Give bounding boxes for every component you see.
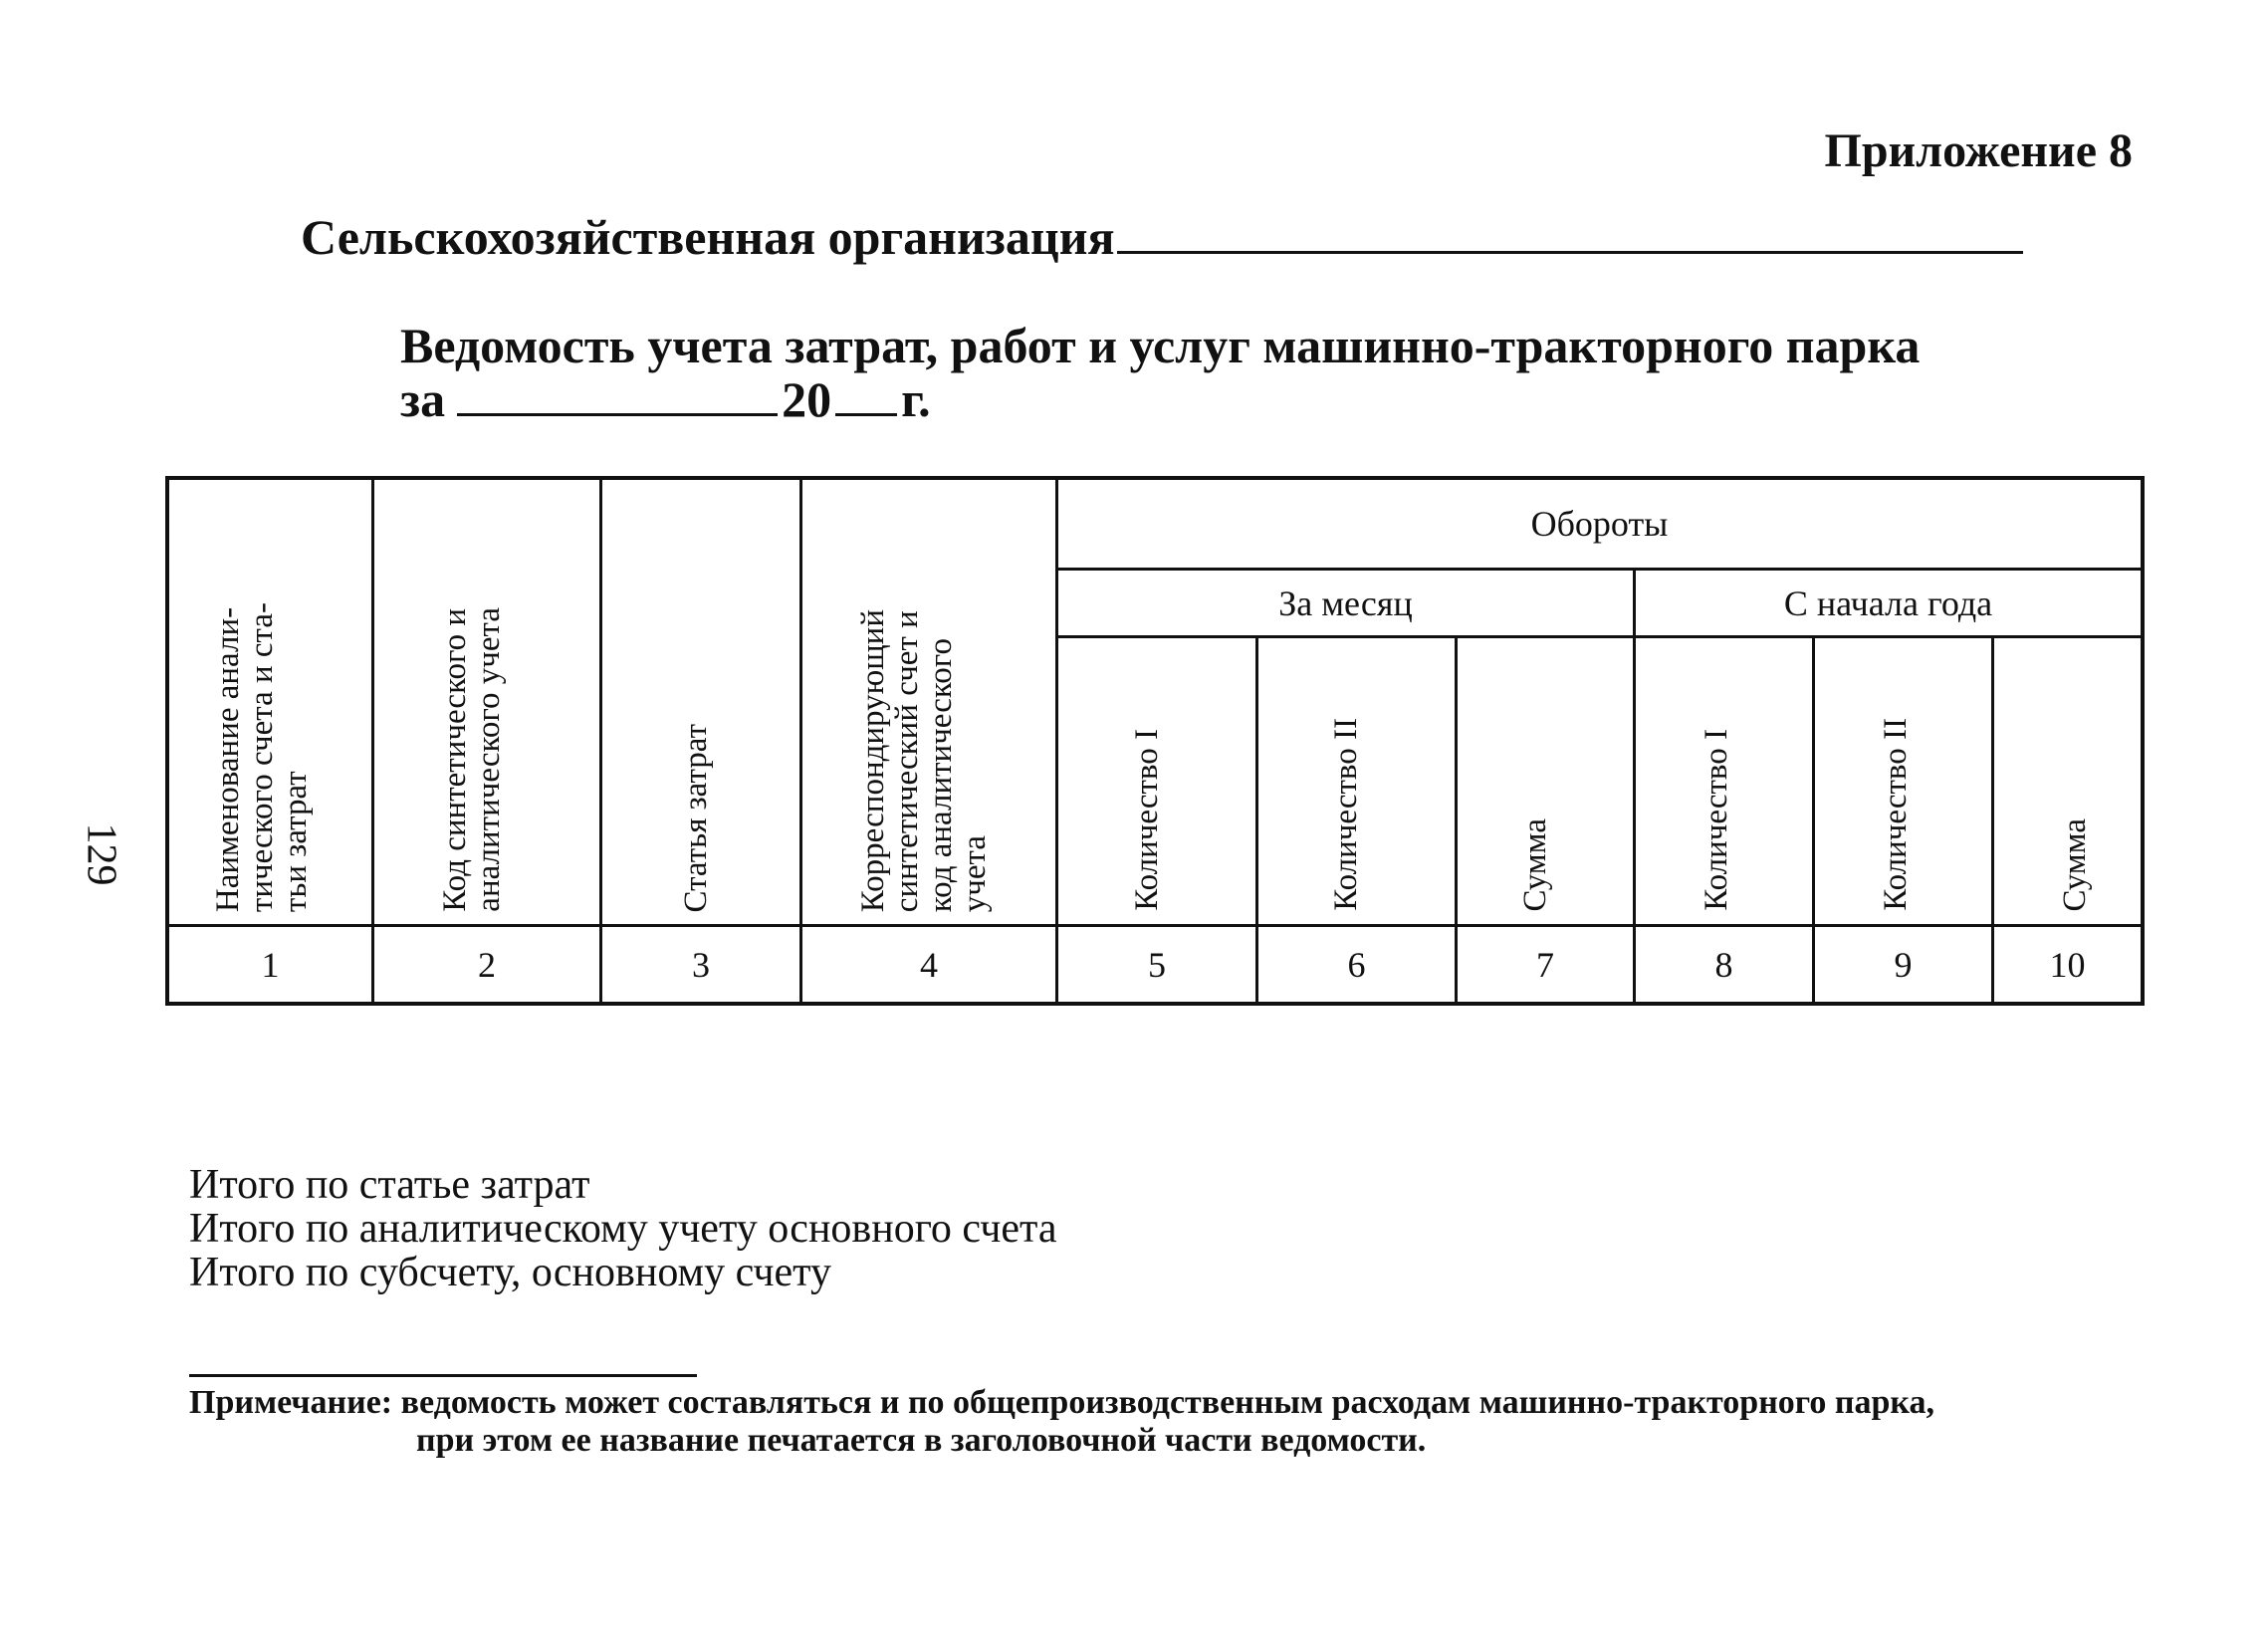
footnote-line-1: Примечание: ведомость может составляться и по общепроизводственным расходам машинно-тракторного парка, (189, 1384, 1934, 1421)
column-number: 5 (1148, 944, 1166, 985)
organization-line (301, 207, 2023, 266)
appendix-label: Приложение 8 (1824, 124, 2133, 177)
period-suffix: г. (901, 371, 931, 427)
organization-label: Сельскохозяйственная организация (301, 209, 1115, 265)
header-qty2-year: Количество II (1878, 718, 1914, 911)
header-cell-cost-item (679, 494, 779, 912)
header-year: С начала года (1783, 582, 1993, 623)
header-qty1-year: Количество I (1699, 729, 1734, 911)
period-prefix: за (400, 371, 446, 427)
header-sum-month: Сумма (1517, 817, 1553, 911)
period-blank[interactable] (457, 373, 778, 416)
period-line (400, 370, 931, 428)
header-cell-qty1-month (1130, 654, 1190, 911)
header-cell-qty2-year (1879, 654, 1938, 911)
column-number: 3 (692, 944, 710, 985)
footnote-line-2: при этом ее название печатается в заголовочной части ведомости. (416, 1422, 1427, 1459)
ledger-table (165, 476, 2145, 1006)
header-corresponding-account: Корреспондирующий синтетический счет и код аналитического учета (855, 608, 993, 912)
column-number: 7 (1536, 944, 1554, 985)
total-analytical: Итого по аналитическому учету основного счета (189, 1206, 1057, 1252)
header-month: За месяц (1278, 582, 1413, 623)
col-divider-1 (371, 480, 374, 1002)
header-code: Код синтетического и аналитического учета (437, 607, 507, 912)
footnote-rule (189, 1374, 697, 1377)
header-cell-sum-year (2058, 654, 2118, 911)
header-qty1-month: Количество I (1129, 729, 1165, 911)
header-cell-corresponding (856, 494, 1045, 912)
header-cell-qty1-year (1700, 654, 1759, 911)
header-cost-item: Статья затрат (678, 723, 714, 912)
document-title: Ведомость учета затрат, работ и услуг машинно-тракторного парка (400, 318, 1921, 373)
column-number: 1 (261, 944, 280, 985)
total-cost-item: Итого по статье затрат (189, 1162, 590, 1208)
header-cell-sum-month (1518, 654, 1578, 911)
header-account-name: Наименование анали- тического счета и ста- тьи затрат (210, 601, 314, 912)
column-number: 2 (478, 944, 496, 985)
header-cell-code (438, 494, 587, 912)
page-number: 129 (78, 822, 124, 886)
totals-block (189, 1163, 1056, 1294)
header-turnover: Обороты (1530, 504, 1669, 544)
period-year: 20 (782, 371, 832, 427)
year-blank[interactable] (835, 373, 897, 416)
col-divider-2 (599, 480, 602, 1002)
column-number: 8 (1714, 944, 1733, 985)
header-sum-year: Сумма (2057, 817, 2093, 911)
header-cell-qty2-month (1329, 654, 1389, 911)
period-divider (1058, 635, 2141, 638)
footnote (189, 1384, 2141, 1460)
organization-blank[interactable] (1117, 207, 2023, 254)
total-subaccount: Итого по субсчету, основному счету (189, 1250, 831, 1295)
column-number: 4 (920, 944, 938, 985)
header-qty2-month: Количество II (1328, 718, 1364, 911)
column-number: 10 (2049, 944, 2086, 985)
col-divider-3 (799, 480, 802, 1002)
header-cell-account-name (211, 494, 360, 912)
column-number: 6 (1347, 944, 1366, 985)
column-number: 9 (1894, 944, 1913, 985)
